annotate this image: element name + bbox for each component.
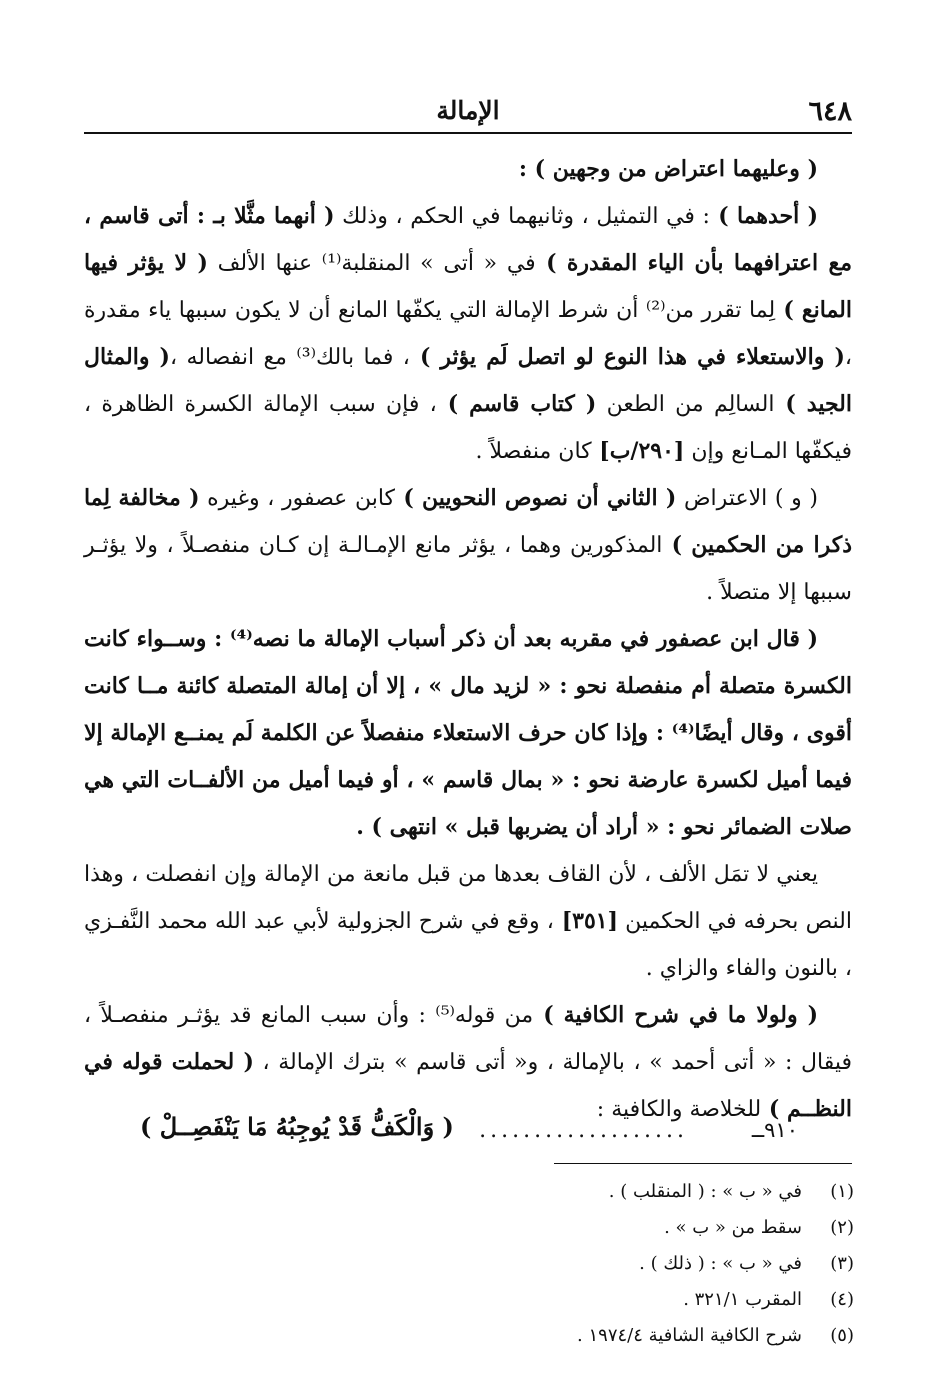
text-segment: : في التمثيل ، وثانيهما في الحكم ، وذلك [334,204,710,229]
footnotes [354,1174,854,1354]
text-segment: كابن عصفور ، وغيره [199,486,395,511]
footnote-text: شرح الكافية الشافية ١٩٧٤/٤ . [577,1325,802,1346]
footnote-marker: (٤) [830,1289,854,1310]
footnote-text: في « ب » : ( ذلك ) . [639,1253,802,1274]
footnote-marker: (١) [830,1181,854,1202]
footnote [354,1318,854,1354]
footnote-marker: (٥) [830,1325,854,1346]
bold-text-segment: ( وعليهما اعتراض من وجهين ) : [518,156,818,182]
bold-text-segment: ( قال ابن عصفور في مقربه بعد أن ذكر أسباب الإمالة ما نصه⁽⁴⁾ : وســواء كانت الكسرة متصلة أم منفصلة نحو : « لزيد مال » ، إلا أن إمالة المتصلة كائنة مــا كانت أقوى ، وقال أيضًا⁽⁴⁾ : وإذا كان حرف الاستعلاء منفصلاً عن الكلمة لَم يمنــع الإمالة إلا فيما أميل لكسرة عارضة نحو : « بمال قاسم » ، أو فيما أميل من الألفــات التي هي صلات الضمائر نحو : « أراد أن يضربها قبل » انتهى ) . [84,626,852,840]
footnote-text: سقط من « ب » . [664,1217,802,1238]
text-segment: السالِم من الطعن [596,392,775,417]
paragraph [84,616,852,851]
footnote-marker: (٢) [830,1217,854,1238]
footnote-marker: (٣) [830,1253,854,1274]
text-segment: في « أتى » المنقلبة⁽¹⁾ عنها الألف [207,251,536,276]
text-segment: للخلاصة والكافية : [596,1097,762,1122]
text-segment: ، فإن سبب الإمالة الكسرة الظاهرة ، فيكفّها المـانع وإن [84,392,852,464]
bold-text-segment: ( الثاني أن نصوص النحويين ) [395,485,677,511]
paragraph [84,851,852,992]
bold-text-segment: ( لحملت قوله في النظــم ) [84,1049,852,1122]
verse-number: ٩١٠ــ [751,1118,798,1142]
footnote [354,1210,854,1246]
bold-text-segment: ( مخالفة لِما ذكرا من الحكمين ) [84,485,852,558]
text-segment: من قوله⁽⁵⁾ : وأن سبب المانع قد يؤثـر منفصـلاً ، فيقال : « أتى أحمد » ، بالإمالة ، و« أتى قاسم » بترك الإمالة ، [84,1003,852,1075]
bold-text-segment: ( ولولا ما في شرح الكافية ) [533,1002,818,1028]
bold-text-segment: [٣٥١] [553,908,618,934]
main-text [84,146,852,1133]
text-segment: المذكورين وهما ، يؤثر مانع الإمـالـة إن كـان منفصـلاً ، ولا يؤثـر سببها إلا متصلاً . [84,533,852,605]
paragraph [84,193,852,475]
text-segment: ( و ) الاعتراض [676,486,818,511]
footnote-text: في « ب » : ( المنقلب ) . [608,1181,802,1202]
bold-text-segment: ( لا يؤثر فيها المانع ) [84,250,852,323]
running-title: الإمالة [436,96,500,125]
text-segment: يعني لا تمَل الألف ، لأن القاف بعدها من قبل مانعة من الإمالة وإن انفصلت ، وهذا النص بحرفه في الحكمين [84,862,852,934]
bold-text-segment: [٢٩٠/ب] [591,438,685,464]
verse-line [140,1112,798,1156]
paragraph [84,475,852,616]
footnote-text: المقرب ٣٢١/١ . [683,1289,802,1310]
bold-text-segment: ( والاستعلاء في هذا النوع لو اتصل لَم يؤثر ) [409,344,845,370]
page-number: ٦٤٨ [808,96,852,127]
bold-text-segment: ( أحدهما ) [709,203,818,229]
bold-text-segment: ( كتاب قاسم ) [436,391,597,417]
text-segment: كان منفصلاً . [475,439,592,464]
page-header [84,96,852,134]
footnote [354,1282,854,1318]
paragraph [84,146,852,193]
text-segment: لِما تقرر من⁽²⁾ أن شرط الإمالة التي يكفّها المانع أن لا يكون سببها ياء مقدرة ، [84,298,852,370]
footnote-separator [554,1163,852,1164]
bold-text-segment: ( أنهما مثَّلا بـ : أتى قاسم ، مع اعترافهما بأن الياء المقدرة ) [84,203,852,276]
verse-second-hemistich: ( وَالْكَفُّ قَدْ يُوجِبُهُ مَا يَنْفَصِــلْ ) [140,1112,454,1141]
text-segment: ، وقع في شرح الجزولية لأبي عبد الله محمد النَّفـزي ، بالنون والفاء والزاي . [84,909,852,981]
footnote [354,1174,854,1210]
text-segment: ، فما بالك⁽³⁾ مع انفصاله ، [169,345,410,370]
footnote [354,1246,854,1282]
verse-first-hemistich-dots: ................... [479,1118,688,1143]
bold-text-segment: ( والمثال الجيد ) [84,344,852,417]
